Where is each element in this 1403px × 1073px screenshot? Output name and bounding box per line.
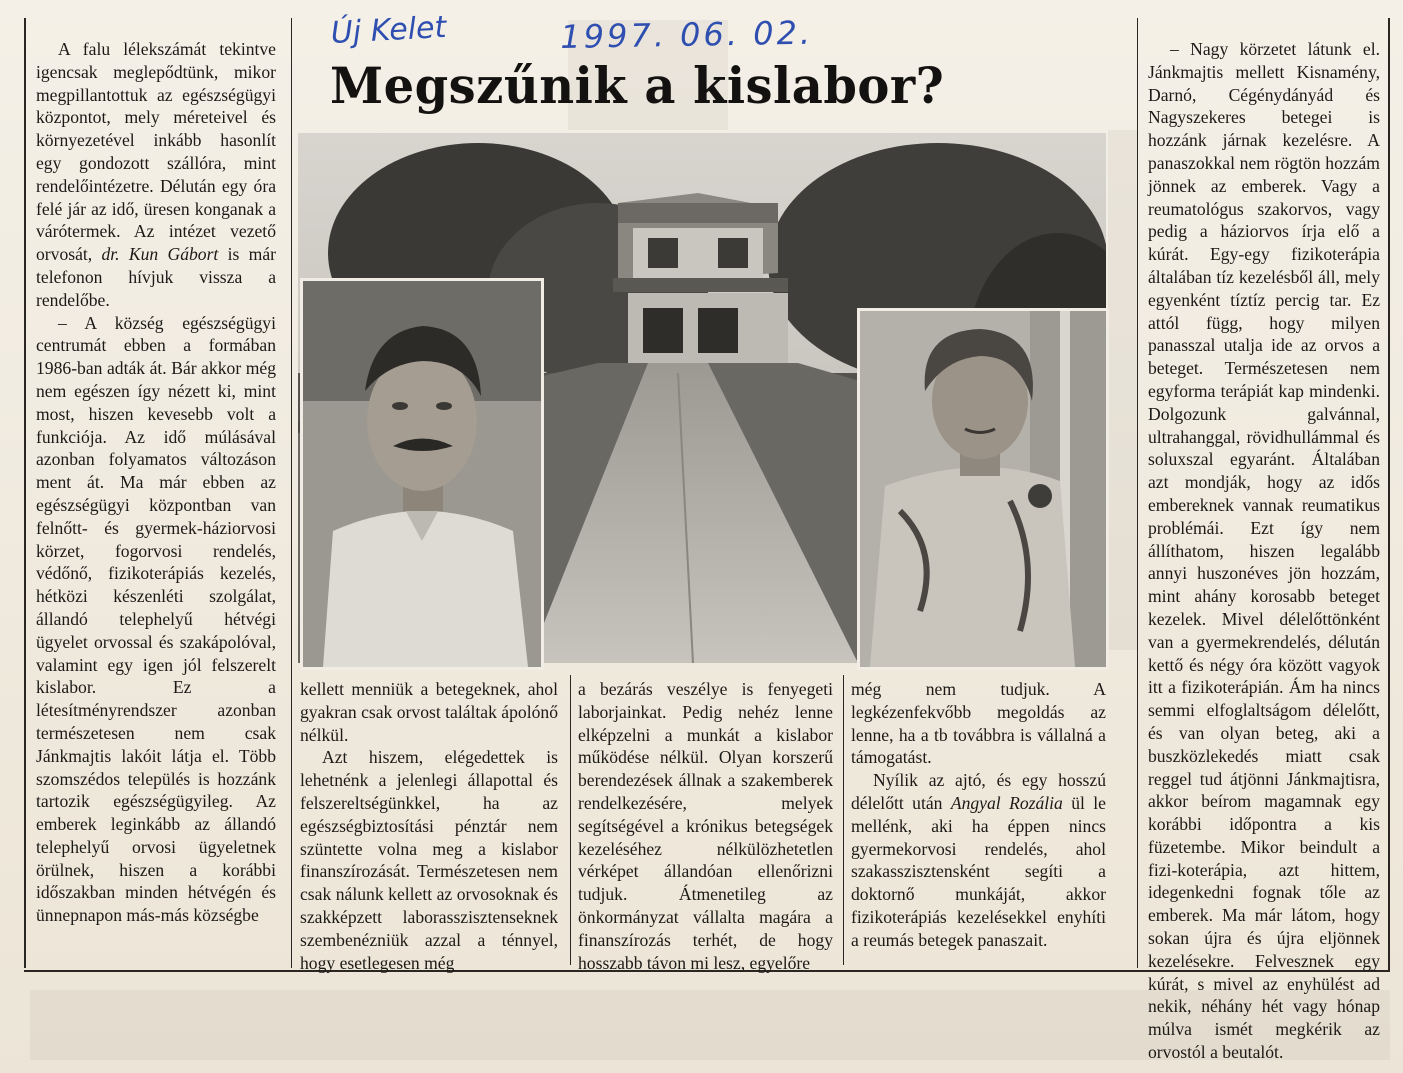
paragraph-continued: kellett menniük a betegeknek, ahol gyakran csak orvost találtak ápolónő nélkül. bbox=[300, 679, 558, 745]
handwritten-source: Új Kelet bbox=[330, 9, 448, 51]
assistant-name: Angyal Rozália bbox=[950, 792, 1063, 813]
article-column-5 bbox=[1148, 38, 1380, 1064]
column-rule bbox=[570, 675, 571, 965]
article-column-1 bbox=[36, 38, 276, 927]
column-rule bbox=[291, 18, 292, 968]
text-run: is már telefonon hívjuk vissza a rendelőbe. bbox=[36, 244, 276, 310]
column-rule bbox=[843, 675, 844, 965]
bleed-through-area bbox=[1108, 130, 1138, 650]
paragraph-intro bbox=[36, 38, 276, 312]
column-rule bbox=[1137, 18, 1138, 968]
portrait-woman-photo bbox=[857, 308, 1109, 670]
handwritten-date: 1997. 06. 02. bbox=[560, 13, 814, 56]
text-run: Nyílik az ajtó, és egy hosszú délelőtt után bbox=[851, 770, 1106, 813]
column-rule bbox=[24, 18, 26, 968]
article-column-2 bbox=[300, 678, 558, 974]
paragraph-assistant-quote: – Nagy körzetet látunk el. Jánkmajtis mellett Kisnamény, Darnó, Cégénydányád és Nagyszekeres betegei is hozzánk járnak kezelésre. A panaszokkal nem rögtön hozzám jönnek az emberek. Vagy a reumatológus szakorvos, vagy pedig a háziorvos írja elő a kúrát. Egy-egy fizikoterápia általában tíz kezelésből áll, mely egyenként tíztíz percig tar. Ez attól függ, hogy milyen panasszal utalja ide az orvos a beteget. Természetesen nem egyforma terápiát kap mindenki. Dolgozunk galvánnal, ultrahanggal, rövidhullámmal és soluxszal egyaránt. Általában azt mondják, hogy az idős embereknek vannak reumatikus problémái. Ezt így nem állíthatom, hiszen legalább annyi huszonéves jön hozzám, mint ahány korosabb beteget kezelek. Mivel délelőttönként van a gyermekrendelés, délután kettő és négy óra között vagyok itt a fizikoterápián. Ám ha nincs semmi elfoglaltságom délelőtt, és van olyan beteg, aki a buszközlekedés miatt csak reggel tud átjönni Jánkmajtisra, akkor beírom magamnak egy korábbi időpontra a kis füzetembe. Mikor beindult a fizi-koterápia, azt hittem, idegenkedni fognak tőle az emberek. Ma már látom, hogy sokan újra és újra eljönnek kezelésekre. Felvesznek egy kúrát, s mivel az enyhülést ad nekik, néhány hét vagy hónap múlva ismét megkérik az orvostól a beutalót. bbox=[1148, 39, 1380, 1063]
paragraph-assistant bbox=[851, 769, 1106, 951]
paragraph-doctor-quote: – A község egészségügyi centrumát ebben a formában 1986-ban adták át. Bár akkor még nem egészen így nézett ki, mint most, hiszen kevesebb volt a funkciója. Az idő múlásával azonban folyamatos változáson ment át. Ma már ebben az egészségügyi központban van felnőtt- és gyermek-háziorvosi körzet, fogorvosi rendelés, védőnő, fizikoterápiás kezelés, hétközi készenléti szolgálat, állandó telephelyű hétvégi ügyelet orvossal és szakápolóval, valamint egy igen jól felszerelt kislabor. Ez a létesítményrendszer azonban természetesen nem csak Jánkmajtis lakóit látja el. Több szomszédos település is hozzánk tartozik egészségügyileg. Az emberek leginkább az állandó telephelyű orvosi ügyeletnek örülnek, hiszen a korábbi időszakban minden hétvégén és ünnepnapon más-más községbe bbox=[36, 312, 276, 926]
text-run: A falu lélekszámát tekintve igencsak meglepődtünk, mikor megpillantottuk az egészségügyi központot, mely méreteivel és környezetével inkább hasonlít egy gondozott szállóra, mint rendelőintézetre. Délután egy óra felé jár az idő, üresen konganak a várótermek. Az intézet vezető orvosát, bbox=[36, 39, 276, 265]
article-column-3 bbox=[578, 678, 833, 974]
paragraph-support: még nem tudjuk. A legkézenfekvőbb megoldás az lenne, ha a tb továbbra is vállalná a támogatást. bbox=[851, 679, 1106, 768]
paragraph-lab-closure: a bezárás veszélye is fenyegeti laborjainkat. Pedig nehéz lenne elképzelni a munkát a kislabor működése nélkül. Olyan korszerű berendezések állnak a szakemberek rendelkezésére, melyek segítségével a krónikus betegségek kezeléséhez nélkülözhetetlen vérképet állandóan ellenőrizni tudjuk. Átmenetileg az önkormányzat vállalta magára a finanszírozás terhét, de hogy hosszabb távon mi lesz, egyelőre bbox=[578, 679, 833, 973]
right-edge-rule bbox=[1388, 18, 1390, 972]
headline: Megszűnik a kislabor? bbox=[330, 56, 945, 115]
paragraph-funding: Azt hiszem, elégedettek is lehetnénk a jelenlegi állapottal és felszereltségünkkel, ha az egészségbiztosítási pénztár nem szüntette volna meg a kislabor finanszírozását. Természetesen nem csak nálunk kellett az orvosoknak és szakképzett laborasszisztenseknek szembenézniük azzal a ténnyel, hogy esetlegesen még bbox=[300, 747, 558, 973]
doctor-name: dr. Kun Gábort bbox=[101, 244, 219, 265]
text-run: ül le mellénk, aki ha éppen nincs gyermekorvosi rendelés, ahol szakasszisztensként segíti a doktornő munkáját, akkor fizikoterápiás kezelésekkel enyhíti a reumás betegek panaszait. bbox=[851, 792, 1106, 950]
portrait-man-photo bbox=[300, 278, 544, 670]
article-column-4 bbox=[851, 678, 1106, 952]
